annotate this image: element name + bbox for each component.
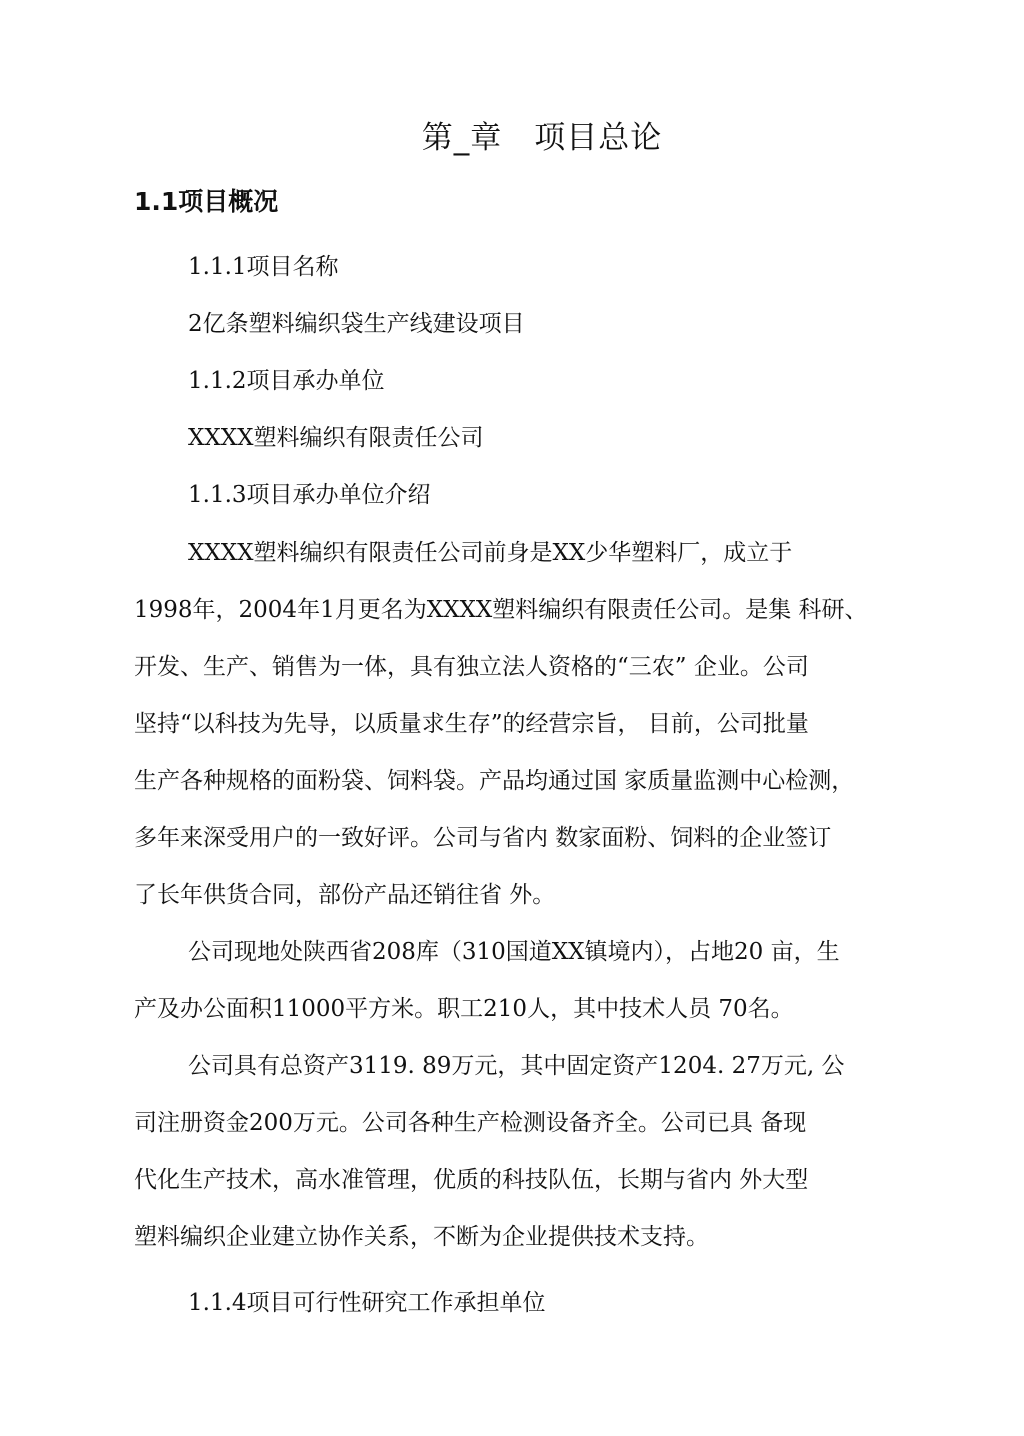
section-heading: 1.1项目概况 bbox=[134, 187, 279, 216]
paragraph-line: 产及办公面积11000平方米。职工210人，其中技术人员 70名。 bbox=[134, 996, 794, 1022]
project-name-text: 2亿条塑料编织袋生产线建设项目 bbox=[188, 311, 525, 337]
paragraph-line: XXXX塑料编织有限责任公司前身是XX少华塑料厂，成立于 bbox=[188, 540, 793, 566]
subsection-heading-unit: 1.1.2项目承办单位 bbox=[188, 368, 385, 394]
paragraph-line: 开发、生产、销售为一体，具有独立法人资格的“三农” 企业。公司 bbox=[134, 654, 809, 680]
paragraph-line: 多年来深受用户的一致好评。公司与省内 数家面粉、饲料的企业签订 bbox=[134, 825, 832, 851]
company-name-text: XXXX塑料编织有限责任公司 bbox=[188, 425, 484, 451]
paragraph-line: 了长年供货合同，部份产品还销往省 外。 bbox=[134, 882, 556, 908]
paragraph-line: 公司现地处陕西省208库（310国道XX镇境内），占地20 亩，生 bbox=[188, 939, 840, 965]
paragraph-line: 司注册资金200万元。公司各种生产检测设备齐全。公司已具 备现 bbox=[134, 1110, 807, 1136]
paragraph-line: 公司具有总资产3119. 89万元，其中固定资产1204. 27万元, 公 bbox=[188, 1053, 845, 1079]
paragraph-line: 代化生产技术，高水准管理，优质的科技队伍，长期与省内 外大型 bbox=[134, 1167, 809, 1193]
chapter-title: 第_章 项目总论 bbox=[421, 120, 663, 156]
paragraph-line: 塑料编织企业建立协作关系，不断为企业提供技术支持。 bbox=[134, 1224, 709, 1250]
paragraph-line: 1998年，2004年1月更名为XXXX塑料编织有限责任公司。是集 科研、 bbox=[134, 597, 868, 623]
paragraph-line: 生产各种规格的面粉袋、饲料袋。产品均通过国 家质量监测中心检测， bbox=[134, 768, 855, 794]
subsection-heading-name: 1.1.1项目名称 bbox=[188, 254, 339, 280]
subsection-heading-research: 1.1.4项目可行性研究工作承担单位 bbox=[188, 1290, 546, 1316]
subsection-heading-intro: 1.1.3项目承办单位介绍 bbox=[188, 482, 431, 508]
paragraph-line: 坚持“以科技为先导，以质量求生存”的经营宗旨， 目前，公司批量 bbox=[134, 711, 809, 737]
